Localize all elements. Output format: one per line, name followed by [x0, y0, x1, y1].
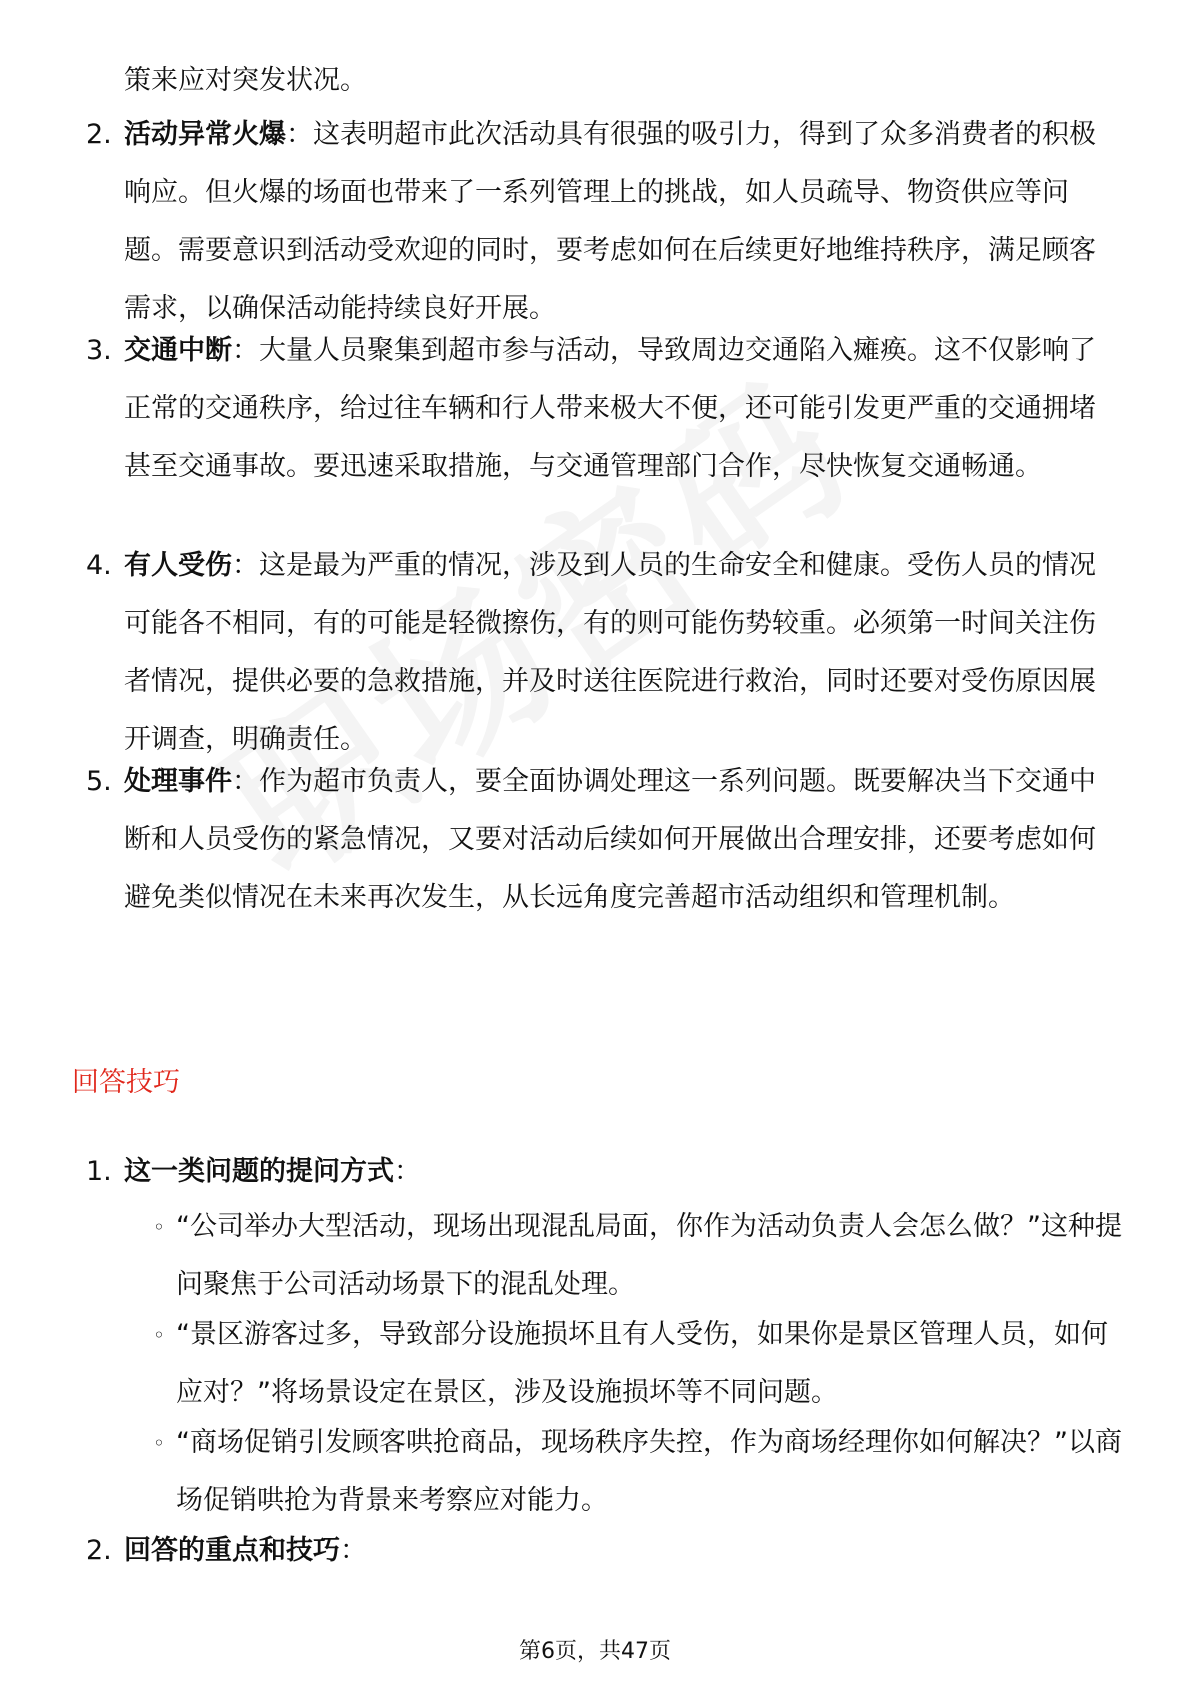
- item-text: 这是最为严重的情况，涉及到人员的生命安全和健康。受伤人员的情况可能各不相同，有的可能是轻微擦伤，有的则可能伤势较重。必须第一时间关注伤者情况，提供必要的急救措施，并及时送往医院进行救治，同时还要对受伤原因展开调查，明确责任。: [124, 550, 1096, 755]
- section-title: 回答技巧: [72, 1067, 180, 1098]
- list-item: [124, 753, 1114, 927]
- item-lead: 处理事件: [124, 766, 232, 797]
- item-separator: ：: [340, 1535, 367, 1566]
- list-item: [124, 106, 1114, 338]
- list-item: [124, 537, 1114, 769]
- list-number: 1.: [86, 1156, 112, 1187]
- item-separator: ：: [232, 766, 259, 797]
- item-lead: 活动异常火爆: [124, 119, 286, 150]
- page-footer: 第6页，共47页: [519, 1639, 671, 1664]
- item-separator: ：: [394, 1156, 421, 1187]
- list-item: [124, 1143, 1114, 1201]
- bullet-icon: ◦: [153, 1431, 165, 1455]
- bullet-icon: ◦: [153, 1323, 165, 1347]
- list-item: [124, 322, 1114, 496]
- item-text: 大量人员聚集到超市参与活动，导致周边交通陷入瘫痪。这不仅影响了正常的交通秩序，给过往车辆和行人带来极大不便，还可能引发更严重的交通拥堵甚至交通事故。要迅速采取措施，与交通管理部门合作，尽快恢复交通畅通。: [124, 335, 1096, 482]
- item-separator: ：: [286, 119, 313, 150]
- item-text: 作为超市负责人，要全面协调处理这一系列问题。既要解决当下交通中断和人员受伤的紧急情况，又要对活动后续如何开展做出合理安排，还要考虑如何避免类似情况在未来再次发生，从长远角度完善超市活动组织和管理机制。: [124, 766, 1096, 913]
- list-number: 4.: [86, 550, 112, 581]
- item-separator: ：: [232, 550, 259, 581]
- item-lead: 交通中断: [124, 335, 232, 366]
- sub-list-item: “景区游客过多，导致部分设施损坏且有人受伤，如果你是景区管理人员，如何应对？”将场景设定在景区，涉及设施损坏等不同问题。: [176, 1319, 1108, 1408]
- list-item: [124, 1522, 1114, 1580]
- sub-list-item: “商场促销引发顾客哄抢商品，现场秩序失控，作为商场经理你如何解决？”以商场促销哄抢为背景来考察应对能力。: [176, 1427, 1122, 1516]
- item-lead: 有人受伤: [124, 550, 232, 581]
- item-text: 这表明超市此次活动具有很强的吸引力，得到了众多消费者的积极响应。但火爆的场面也带来了一系列管理上的挑战，如人员疏导、物资供应等问题。需要意识到活动受欢迎的同时，要考虑如何在后续更好地维持秩序，满足顾客需求，以确保活动能持续良好开展。: [124, 119, 1096, 324]
- continuation-text: 策来应对突发状况。: [124, 65, 367, 96]
- item-lead: 回答的重点和技巧: [124, 1535, 340, 1566]
- list-number: 3.: [86, 335, 112, 366]
- item-lead: 这一类问题的提问方式: [124, 1156, 394, 1187]
- list-number: 5.: [86, 766, 112, 797]
- bullet-icon: ◦: [153, 1215, 165, 1239]
- list-number: 2.: [86, 1535, 112, 1566]
- item-separator: ：: [232, 335, 259, 366]
- sub-list-item: “公司举办大型活动，现场出现混乱局面，你作为活动负责人会怎么做？”这种提问聚焦于公司活动场景下的混乱处理。: [176, 1211, 1122, 1300]
- list-number: 2.: [86, 119, 112, 150]
